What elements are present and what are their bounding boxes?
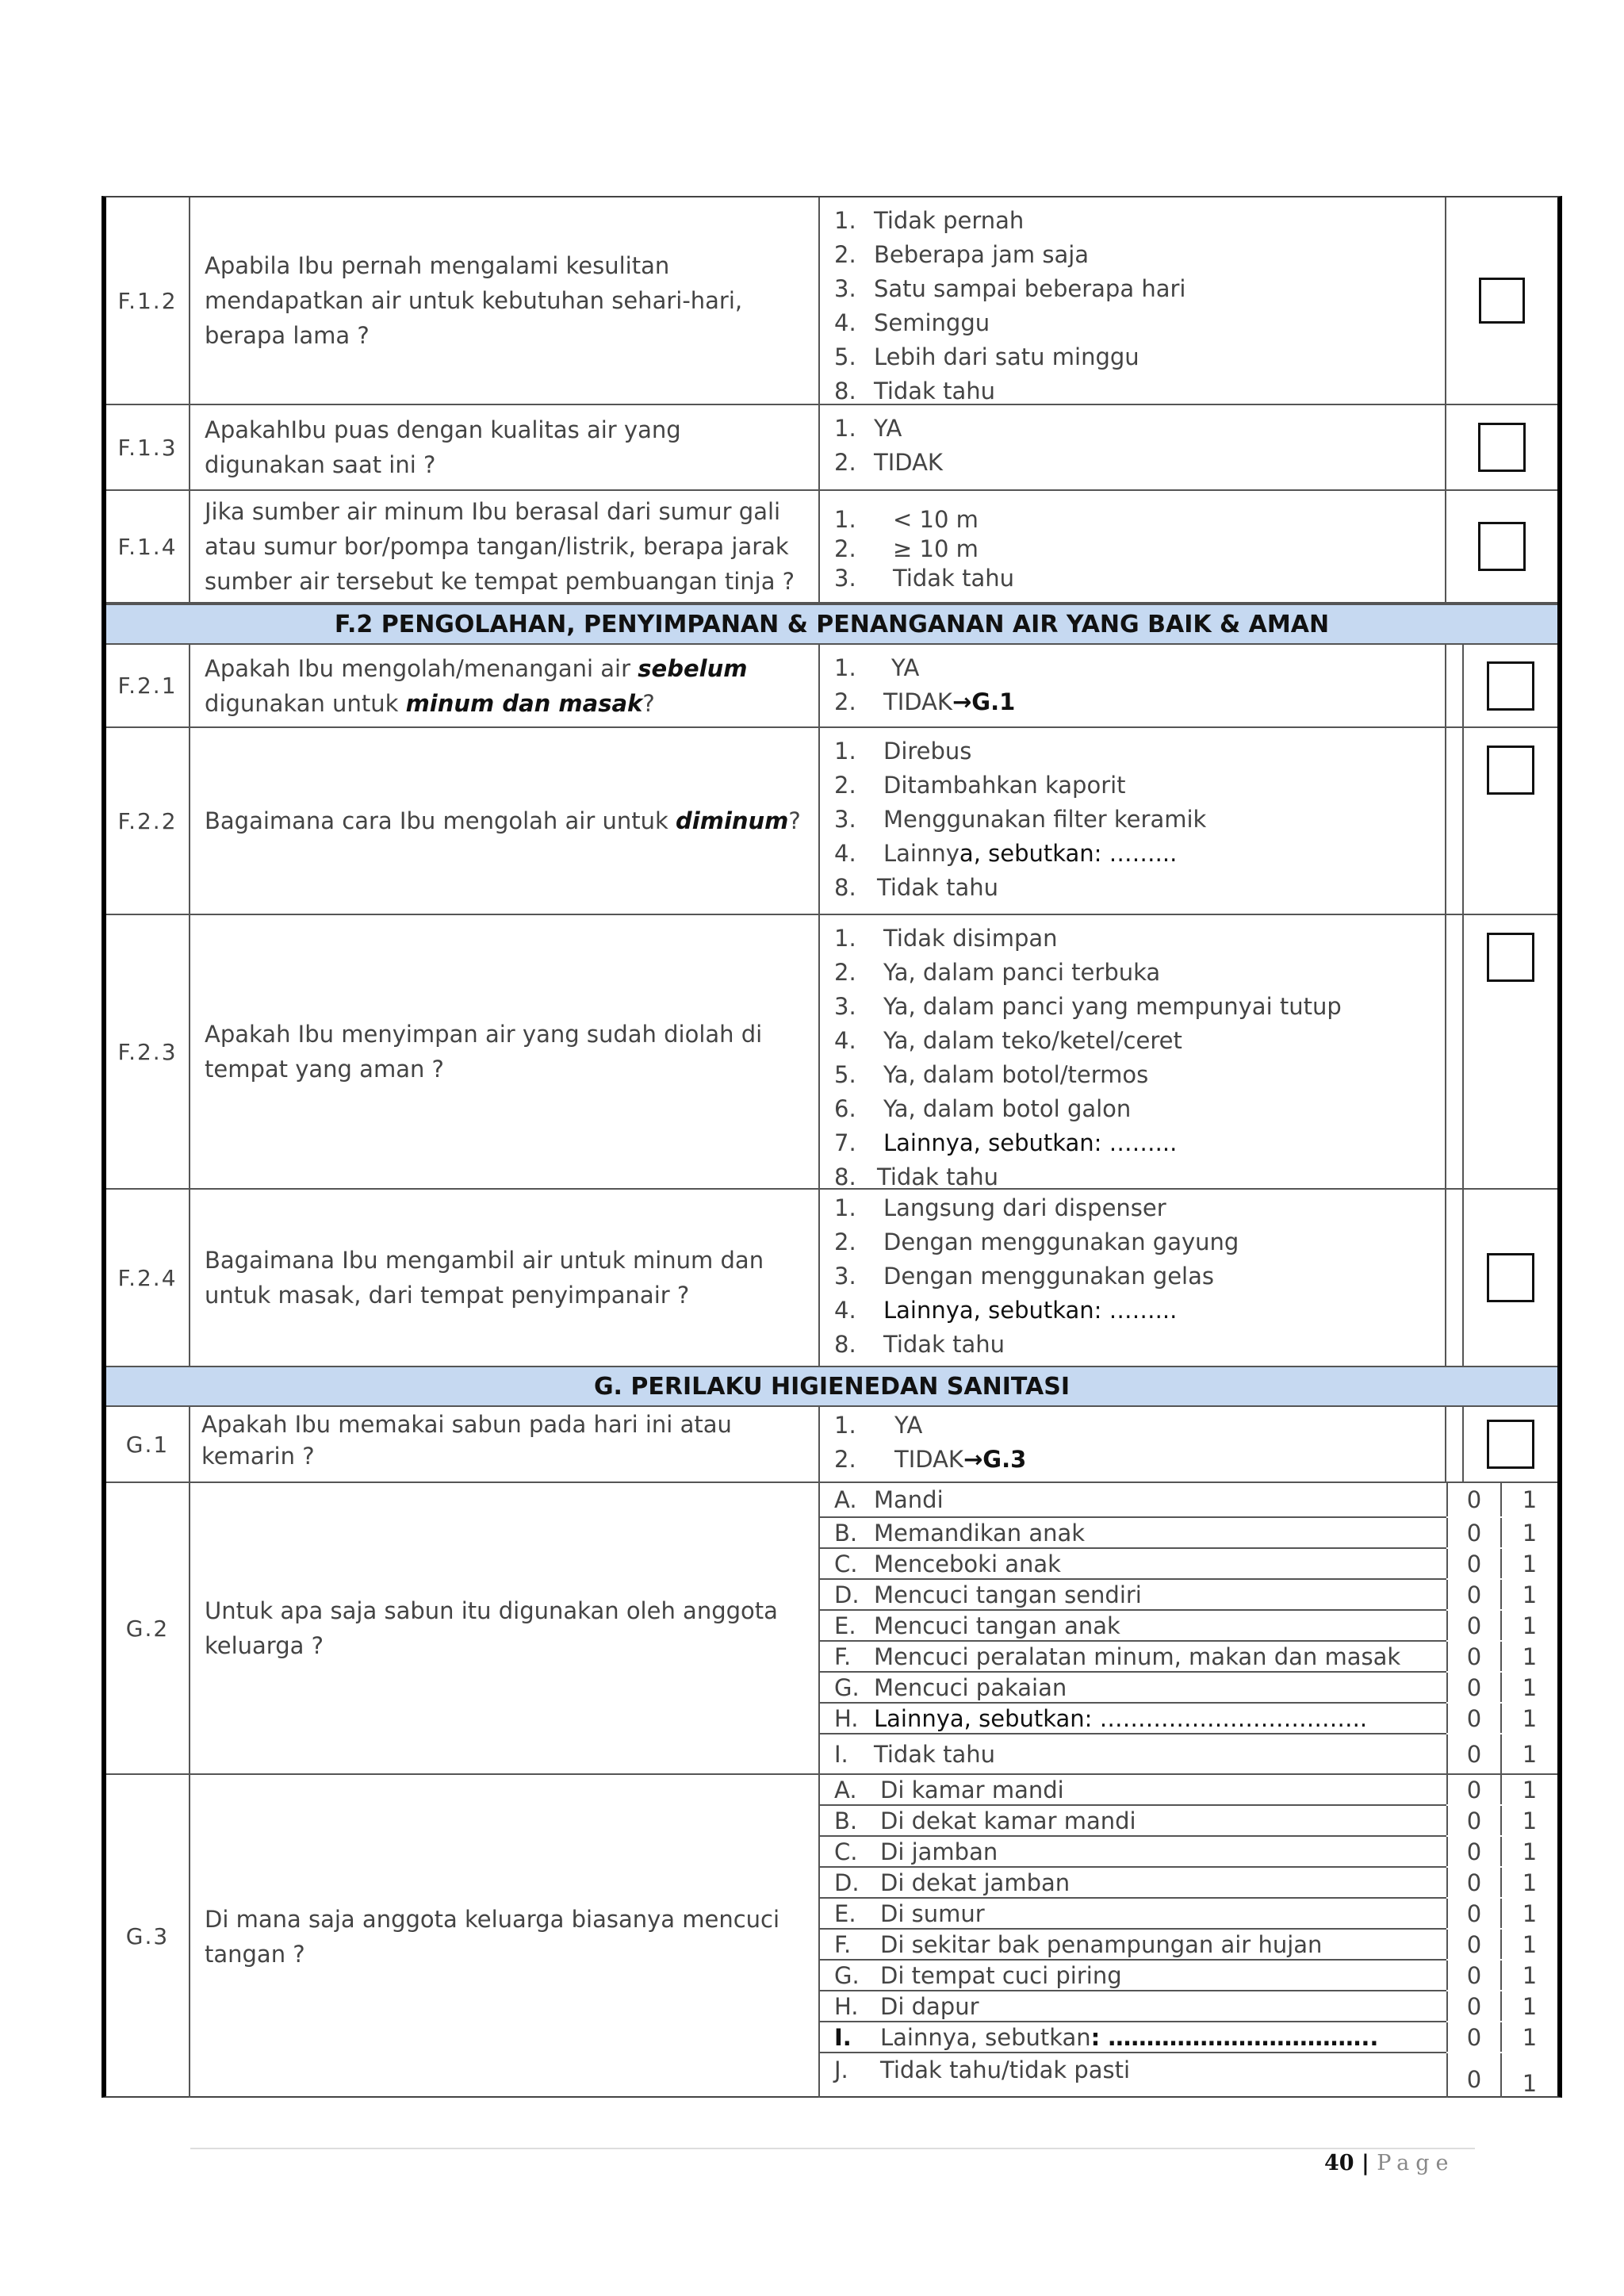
list-item: G. Mencuci pakaian 0 1 — [820, 1673, 1446, 1704]
code-0[interactable]: 0 — [1446, 1775, 1502, 1804]
row-f13 — [106, 405, 1557, 491]
code-0[interactable]: 0 — [1446, 1930, 1502, 1959]
section-header-g: G. PERILAKU HIGIENEDAN SANITASI — [106, 1366, 1557, 1407]
code-1[interactable]: 1 — [1522, 1642, 1538, 1670]
row-g1 — [106, 1407, 1557, 1483]
row-f22 — [106, 728, 1557, 915]
list-item: I. Lainnya, sebutkan: …………………………….. 0 1 — [820, 2022, 1446, 2053]
code-1[interactable]: 1 — [1522, 1869, 1538, 1896]
code-0[interactable]: 0 — [1446, 1899, 1502, 1928]
code-0[interactable]: 0 — [1446, 2022, 1502, 2052]
code-0[interactable]: 0 — [1446, 1611, 1502, 1640]
code-1[interactable]: 1 — [1522, 1612, 1538, 1639]
answer-box[interactable] — [1487, 933, 1534, 982]
code-0[interactable]: 0 — [1446, 2053, 1502, 2098]
code-1[interactable]: 1 — [1522, 2070, 1538, 2097]
code-1[interactable]: 1 — [1522, 1992, 1538, 2020]
list-item: H. Di dapur 0 1 — [820, 1991, 1446, 2022]
question-text: Jika sumber air minum Ibu berasal dari sumur gali atau sumur bor/pompa tangan/listrik, berapa jarak sumber air tersebut ke tempat pembuangan tinja ? — [190, 491, 820, 602]
code-1[interactable]: 1 — [1522, 1704, 1538, 1732]
question-text: Apakah Ibu menyimpan air yang sudah diolah di tempat yang aman ? — [190, 915, 820, 1188]
answer-box[interactable] — [1478, 423, 1526, 472]
code-0[interactable]: 0 — [1446, 1673, 1502, 1702]
answer-options: 1. Tidak pernah 2. Beberapa jam saja 3. Satu sampai beberapa hari 4. Seminggu 5. Lebih dari satu minggu 8. Tidak tahu — [820, 197, 1446, 404]
list-item: B. Di dekat kamar mandi 0 1 — [820, 1806, 1446, 1837]
list-item: C. Menceboki anak 0 1 — [820, 1549, 1446, 1580]
list-item: G. Di tempat cuci piring 0 1 — [820, 1961, 1446, 1991]
question-code: F.1.4 — [106, 491, 190, 602]
code-1[interactable]: 1 — [1522, 1899, 1538, 1927]
list-item: C. Di jamban 0 1 — [820, 1837, 1446, 1868]
answer-options: 1. YA 2. TIDAK → G.1 — [820, 645, 1446, 726]
question-text: Apakah Ibu mengolah/menangani air sebelum digunakan untuk minum dan masak? — [190, 645, 820, 726]
question-text: Apabila Ibu pernah mengalami kesulitan mendapatkan air untuk kebutuhan sehari-hari, berapa lama ? — [190, 197, 820, 404]
code-1[interactable]: 1 — [1522, 1930, 1538, 1958]
code-0[interactable]: 0 — [1446, 1837, 1502, 1866]
row-g3 — [106, 1775, 1557, 2098]
question-text: Untuk apa saja sabun itu digunakan oleh anggota keluarga ? — [190, 1483, 820, 1773]
question-text: Bagaimana cara Ibu mengolah air untuk diminum? — [190, 728, 820, 914]
list-item: I. Tidak tahu 0 1 — [820, 1734, 1446, 1773]
question-text: Di mana saja anggota keluarga biasanya mencuci tangan ? — [190, 1775, 820, 2098]
list-item: B. Memandikan anak 0 1 — [820, 1518, 1446, 1549]
code-1[interactable]: 1 — [1522, 1486, 1538, 1513]
question-code: F.1.2 — [106, 197, 190, 404]
code-1[interactable]: 1 — [1522, 2023, 1538, 2051]
list-item: F. Di sekitar bak penampungan air hujan 0 1 — [820, 1930, 1446, 1961]
question-text: Apakah Ibu memakai sabun pada hari ini atau kemarin ? — [190, 1407, 820, 1481]
code-1[interactable]: 1 — [1522, 1740, 1538, 1768]
page-number: 40 — [1324, 2151, 1354, 2175]
question-code: G.2 — [106, 1483, 190, 1773]
row-f21 — [106, 645, 1557, 728]
list-item: E. Di sumur 0 1 — [820, 1899, 1446, 1930]
code-1[interactable]: 1 — [1522, 1838, 1538, 1865]
row-f12 — [106, 197, 1557, 405]
answer-box[interactable] — [1478, 522, 1526, 571]
answer-box[interactable] — [1479, 278, 1525, 324]
question-text: Bagaimana Ibu mengambil air untuk minum dan untuk masak, dari tempat penyimpanair ? — [190, 1190, 820, 1366]
code-1[interactable]: 1 — [1522, 1961, 1538, 1989]
row-g2 — [106, 1483, 1557, 1775]
answer-box[interactable] — [1487, 1253, 1534, 1302]
question-text: ApakahIbu puas dengan kualitas air yang digunakan saat ini ? — [190, 405, 820, 489]
code-0[interactable]: 0 — [1446, 1991, 1502, 2021]
code-0[interactable]: 0 — [1446, 1868, 1502, 1897]
code-0[interactable]: 0 — [1446, 1518, 1502, 1547]
code-0[interactable]: 0 — [1446, 1961, 1502, 1990]
answer-options: 1. Direbus 2. Ditambahkan kaporit 3. Menggunakan filter keramik 4. Lainny a, sebutkan: ……... 8. Tidak tahu — [820, 728, 1446, 914]
answer-box[interactable] — [1487, 1420, 1534, 1469]
skip-arrow-icon: → — [952, 688, 972, 715]
skip-arrow-icon: → — [963, 1446, 983, 1473]
row-f14 — [106, 491, 1557, 604]
question-code: F.2.3 — [106, 915, 190, 1188]
list-item: D. Mencuci tangan sendiri 0 1 — [820, 1580, 1446, 1611]
code-1[interactable]: 1 — [1522, 1807, 1538, 1834]
list-item: A. Di kamar mandi 0 1 — [820, 1775, 1446, 1806]
code-0[interactable]: 0 — [1446, 1483, 1502, 1516]
list-item: J. Tidak tahu/tidak pasti 0 1 — [820, 2053, 1446, 2098]
code-1[interactable]: 1 — [1522, 1776, 1538, 1803]
list-item: F. Mencuci peralatan minum, makan dan masak 0 1 — [820, 1642, 1446, 1673]
question-code: G.3 — [106, 1775, 190, 2098]
question-code: F.1.3 — [106, 405, 190, 489]
question-code: F.2.1 — [106, 645, 190, 726]
answer-box[interactable] — [1487, 746, 1534, 795]
code-1[interactable]: 1 — [1522, 1519, 1538, 1547]
code-0[interactable]: 0 — [1446, 1580, 1502, 1609]
question-code: F.2.4 — [106, 1190, 190, 1366]
code-1[interactable]: 1 — [1522, 1581, 1538, 1608]
page-footer: 40 | Page — [1324, 2151, 1455, 2175]
row-f23 — [106, 915, 1557, 1190]
answer-box[interactable] — [1487, 661, 1534, 711]
row-f24 — [106, 1190, 1557, 1367]
code-1[interactable]: 1 — [1522, 1550, 1538, 1577]
list-item: D. Di dekat jamban 0 1 — [820, 1868, 1446, 1899]
code-0[interactable]: 0 — [1446, 1549, 1502, 1578]
answer-options: 1. Langsung dari dispenser 2. Dengan menggunakan gayung 3. Dengan menggunakan gelas 4. Lainnya, sebutkan: ……... 8. Tidak tahu — [820, 1190, 1446, 1366]
code-0[interactable]: 0 — [1446, 1704, 1502, 1733]
answer-options: 1. < 10 m 2. ≥ 10 m 3. Tidak tahu — [820, 491, 1446, 602]
answer-options: 1. YA 2. TIDAK — [820, 405, 1446, 489]
section-header-f2: F.2 PENGOLAHAN, PENYIMPANAN & PENANGANAN AIR YANG BAIK & AMAN — [106, 604, 1557, 645]
list-item: H. Lainnya, sebutkan: …………………………….. 0 1 — [820, 1704, 1446, 1734]
list-item: E. Mencuci tangan anak 0 1 — [820, 1611, 1446, 1642]
footer-divider — [190, 2148, 1475, 2149]
answer-options: 1. Tidak disimpan 2. Ya, dalam panci terbuka 3. Ya, dalam panci yang mempunyai tutup 4. Ya, dalam teko/ketel/ceret 5. Ya, dalam botol/termos 6. Ya, dalam botol galon 7. Lainnya, sebutkan: ……... 8. Tidak tahu — [820, 915, 1446, 1188]
question-code: G.1 — [106, 1407, 190, 1481]
code-0[interactable]: 0 — [1446, 1642, 1502, 1671]
question-code: F.2.2 — [106, 728, 190, 914]
page-label: Page — [1377, 2151, 1455, 2175]
code-1[interactable]: 1 — [1522, 1673, 1538, 1701]
answer-options: 1. YA 2. TIDAK → G.3 — [820, 1407, 1446, 1481]
list-item: A. Mandi 0 1 — [820, 1483, 1446, 1518]
code-0[interactable]: 0 — [1446, 1734, 1502, 1773]
code-0[interactable]: 0 — [1446, 1806, 1502, 1835]
